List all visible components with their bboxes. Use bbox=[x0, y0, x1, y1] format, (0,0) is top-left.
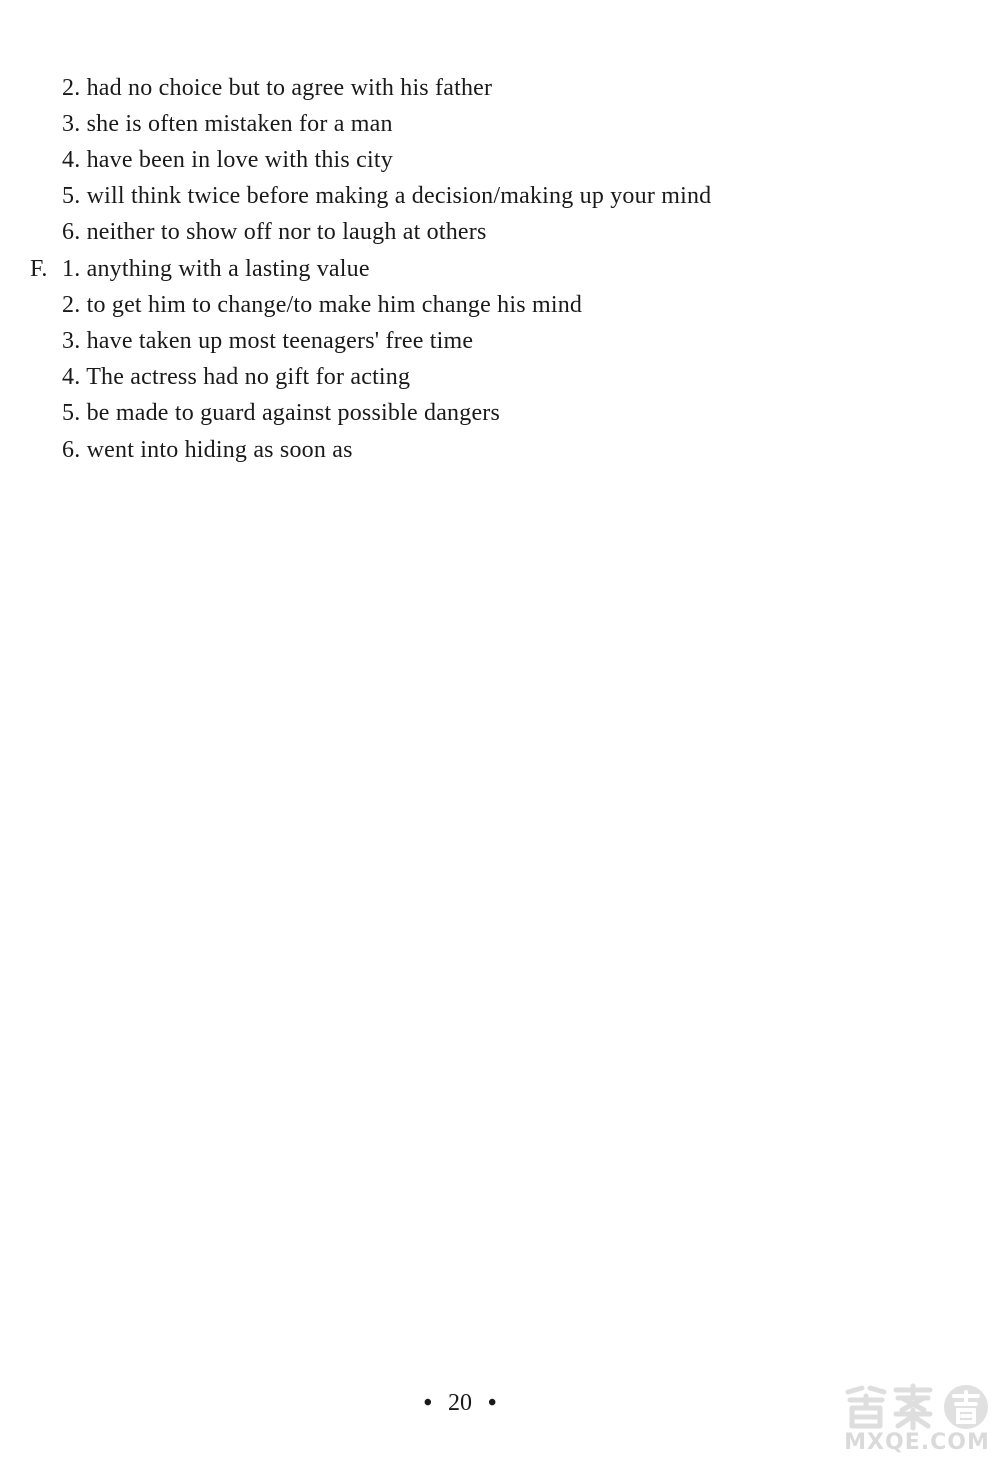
answer-text: neither to show off nor to laugh at others bbox=[86, 219, 487, 245]
answer-text: have taken up most teenagers' free time bbox=[86, 328, 474, 354]
answer-text: will think twice before making a decision/making up your mind bbox=[86, 183, 712, 209]
item-number: 4. bbox=[62, 364, 81, 390]
answer-line bbox=[62, 109, 393, 139]
page-number-value: 20 bbox=[448, 1390, 472, 1416]
item-number: 2. bbox=[62, 75, 81, 101]
page-number bbox=[0, 1388, 920, 1418]
item-number: 6. bbox=[62, 219, 81, 245]
answer-text: be made to guard against possible dangers bbox=[86, 400, 501, 426]
answer-line bbox=[62, 398, 500, 428]
page-number-dot-left: • bbox=[423, 1390, 432, 1416]
answer-line bbox=[62, 73, 492, 103]
page-number-dot-right: • bbox=[488, 1390, 497, 1416]
answer-line bbox=[62, 254, 370, 284]
answer-line bbox=[62, 181, 711, 211]
answer-line bbox=[62, 362, 410, 392]
item-number: 2. bbox=[62, 292, 81, 318]
section-f-label: F. bbox=[30, 256, 48, 282]
answer-text: The actress had no gift for acting bbox=[86, 364, 411, 390]
item-number: 3. bbox=[62, 328, 81, 354]
item-number: 3. bbox=[62, 111, 81, 137]
answer-text: to get him to change/to make him change his mind bbox=[86, 292, 583, 318]
answer-line bbox=[62, 217, 487, 247]
item-number: 4. bbox=[62, 147, 81, 173]
item-number: 1. bbox=[62, 256, 81, 282]
item-number: 6. bbox=[62, 437, 81, 463]
watermark-text: MXQE.COM bbox=[844, 1430, 990, 1455]
watermark-glyphs-icon bbox=[842, 1382, 992, 1432]
item-number: 5. bbox=[62, 400, 81, 426]
answer-line bbox=[62, 435, 353, 465]
item-number: 5. bbox=[62, 183, 81, 209]
site-watermark-logo bbox=[842, 1380, 992, 1462]
answer-line bbox=[62, 290, 582, 320]
answer-text: she is often mistaken for a man bbox=[86, 111, 393, 137]
answer-text: went into hiding as soon as bbox=[86, 437, 353, 463]
answer-text: anything with a lasting value bbox=[86, 256, 370, 282]
answer-text: had no choice but to agree with his father bbox=[86, 75, 493, 101]
answer-line bbox=[62, 145, 393, 175]
answer-line bbox=[62, 326, 473, 356]
answer-text: have been in love with this city bbox=[86, 147, 393, 173]
